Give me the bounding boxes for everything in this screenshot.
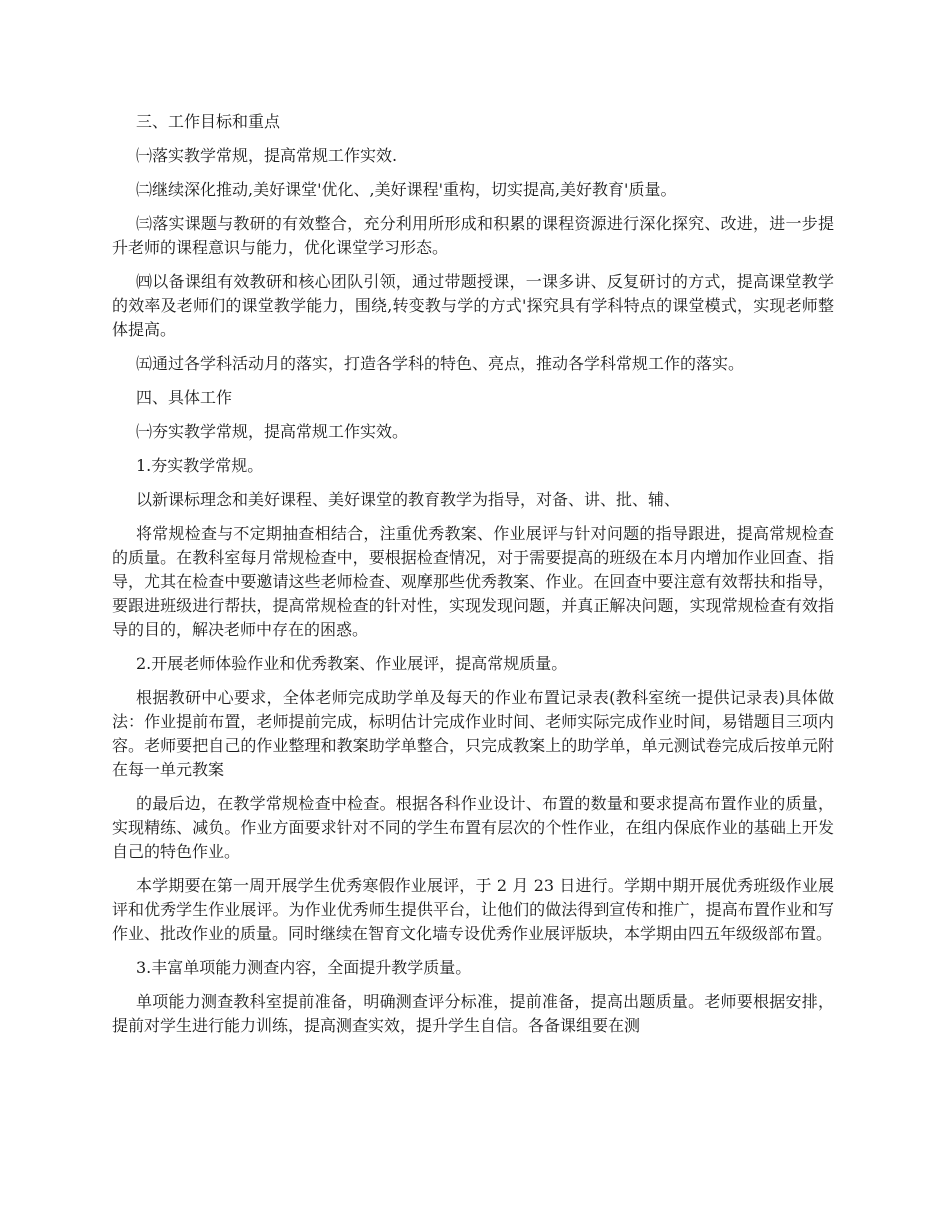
work-point-3: 3.丰富单项能力测查内容，全面提升教学质量。 (136, 958, 472, 977)
body-paragraph: 本学期要在第一周开展学生优秀寒假作业展评，于 2 月 23 日进行。学期中期开展优秀班级作业展评和优秀学生作业展评。为作业优秀师生提供平台，让他们的做法得到宣传和推广，提高布置作业和写作业、批改作业的质量。同时继续在智育文化墙专设优秀作业展评版块，本学期由四五年级级部布置。 (112, 876, 834, 943)
goal-item-4: ㈣以备课组有效教研和核心团队引领，通过带题授课，一课多讲、反复研讨的方式，提高课堂教学的效率及老师们的课堂教学能力，围绕,转变教与学的方式'探究具有学科特点的课堂模式，实现老师整体提高。 (112, 272, 834, 339)
goal-item-5: ㈤通过各学科活动月的落实，打造各学科的特色、亮点，推动各学科常规工作的落实。 (136, 354, 745, 373)
body-paragraph: 以新课标理念和美好课程、美好课堂的教育教学为指导，对备、讲、批、辅、 (136, 490, 681, 509)
work-subheading-1: ㈠夯实教学常规，提高常规工作实效。 (136, 422, 409, 441)
goal-item-1: ㈠落实教学常规，提高常规工作实效. (136, 146, 398, 165)
document-body (112, 110, 834, 1048)
body-paragraph: 单项能力测查教科室提前准备，明确测查评分标准，提前准备，提高出题质量。老师要根据安排，提前对学生进行能力训练，提高测查实效，提升学生自信。各备课组要在测 (112, 992, 834, 1035)
body-paragraph: 根据教研中心要求，全体老师完成助学单及每天的作业布置记录表(教科室统一提供记录表)具体做法：作业提前布置，老师提前完成，标明估计完成作业时间、老师实际完成作业时间，易错题目三项内容。老师要把自己的作业整理和教案助学单整合，只完成教案上的助学单，单元测试卷完成后按单元附在每一单元教案 (112, 688, 834, 779)
body-paragraph: 将常规检查与不定期抽查相结合，注重优秀教案、作业展评与针对问题的指导跟进，提高常规检查的质量。在教科室每月常规检查中，要根据检查情况，对于需要提高的班级在本月内增加作业回查、指导，尤其在检查中要邀请这些老师检查、观摩那些优秀教案、作业。在回查中要注意有效帮扶和指导，要跟进班级进行帮扶，提高常规检查的针对性，实现发现问题，并真正解决问题，实现常规检查有效指导的目的，解决老师中存在的困惑。 (112, 524, 834, 639)
work-point-1: 1.夯实教学常规。 (136, 456, 264, 475)
goal-item-2: ㈡继续深化推动,美好课堂'优化、,美好课程'重构，切实提高,美好教育'质量。 (136, 180, 677, 199)
section-heading-work: 四、具体工作 (136, 388, 233, 407)
work-point-2: 2.开展老师体验作业和优秀教案、作业展评，提高常规质量。 (136, 654, 568, 673)
goal-item-3: ㈢落实课题与教研的有效整合，充分利用所形成和积累的课程资源进行深化探究、改进，进一步提升老师的课程意识与能力，优化课堂学习形态。 (112, 214, 834, 257)
body-paragraph: 的最后边，在教学常规检查中检查。根据各科作业设计、布置的数量和要求提高布置作业的质量，实现精练、减负。作业方面要求针对不同的学生布置有层次的个性作业，在组内保底作业的基础上开发自己的特色作业。 (112, 794, 834, 861)
section-heading-goals: 三、工作目标和重点 (136, 112, 281, 131)
